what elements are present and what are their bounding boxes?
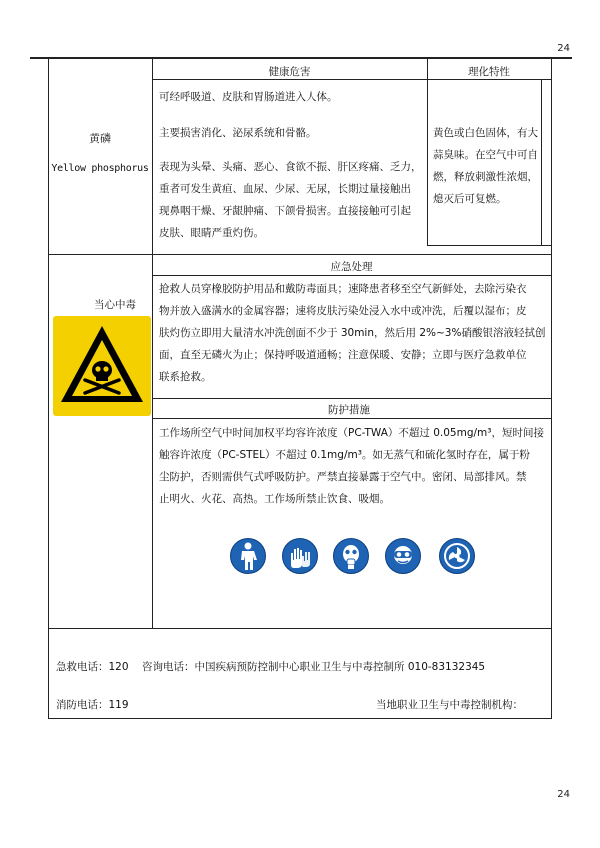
emergency-header-divider bbox=[152, 275, 551, 276]
health-line-6: 皮肤、眼睛严重灼伤。 bbox=[159, 227, 264, 239]
emergency-line-1: 抢救人员穿橡胶防护用品和戴防毒面具；速降患者移至空气新鲜处，去除污染衣 bbox=[159, 283, 527, 295]
emergency-line-2: 物并放入盛满水的金属容器；速将皮肤污染处浸入水中或冲洗，后覆以湿布；皮 bbox=[159, 305, 527, 317]
properties-line-3: 燃，释放刺激性浓烟， bbox=[433, 171, 538, 183]
properties-line-4: 熄灭后可复燃。 bbox=[433, 193, 507, 205]
health-line-1: 可经呼吸道、皮肤和胃肠道进入人体。 bbox=[159, 91, 338, 103]
header-row-divider bbox=[152, 79, 551, 80]
protective-suit-icon bbox=[230, 538, 266, 574]
protection-header: 防护措施 bbox=[328, 404, 370, 416]
emergency-phone: 急救电话：120 bbox=[56, 661, 129, 673]
local-agency: 当地职业卫生与中毒控制机构： bbox=[376, 699, 523, 711]
table-bottom-border bbox=[48, 628, 552, 629]
emergency-header: 应急处理 bbox=[330, 261, 373, 273]
health-line-3: 表现为头晕、头痛、恶心、食欲不振、肝区疼痛、乏力， bbox=[159, 161, 422, 173]
ventilation-icon bbox=[439, 538, 475, 574]
health-line-2: 主要损害消化、泌尿系统和骨骼。 bbox=[159, 127, 317, 139]
substance-name-cn: 黄磷 bbox=[89, 132, 111, 145]
emergency-line-4: 面，直至无磷火为止；保持呼吸道通畅；注意保暖、安静；立即与医疗急救单位 bbox=[159, 349, 527, 361]
health-line-5: 现鼻咽干燥、牙龈肿痛、下颌骨损害。直接接触可引起 bbox=[159, 205, 411, 217]
outer-bottom-border bbox=[48, 718, 552, 719]
poison-warning-sign-icon bbox=[53, 316, 151, 416]
protection-header-top bbox=[152, 398, 551, 399]
emergency-line-5: 联系抢救。 bbox=[159, 371, 212, 383]
emergency-line-3: 肤灼伤立即用大量清水冲洗创面不少于 30min，然后用 2%~3%硝酸银溶液轻拭创 bbox=[159, 327, 546, 339]
fire-phone: 消防电话：119 bbox=[56, 699, 129, 711]
protection-line-4: 止明火、火花、高热。工作场所禁止饮食、吸烟。 bbox=[159, 493, 390, 505]
top-rule bbox=[30, 57, 572, 59]
properties-line-1: 黄色或白色固体，有大 bbox=[433, 127, 538, 139]
protection-line-3: 尘防护，否则需供气式呼吸防护。严禁直接暴露于空气中。密闭、局部排风。禁 bbox=[159, 471, 527, 483]
outer-left-border bbox=[48, 58, 49, 718]
page-number-bottom: 24 bbox=[557, 789, 570, 800]
protection-line-2: 触容许浓度（PC-STEL）不超过 0.1mg/m³。如无蒸气和硫化氢时存在，属于粉 bbox=[159, 449, 530, 461]
properties-box-right bbox=[541, 79, 542, 246]
warning-label: 当心中毒 bbox=[94, 299, 136, 311]
properties-column-divider bbox=[427, 58, 428, 245]
health-hazard-header: 健康危害 bbox=[268, 66, 311, 78]
protection-line-1: 工作场所空气中时间加权平均容许浓度（PC-TWA）不超过 0.05mg/m³，短时间接 bbox=[159, 427, 544, 439]
protective-gloves-icon bbox=[282, 538, 318, 574]
properties-header: 理化特性 bbox=[468, 66, 510, 78]
substance-name-en: Yellow phosphorus bbox=[51, 163, 149, 174]
outer-right-border bbox=[551, 58, 552, 718]
protection-header-bottom bbox=[152, 418, 551, 419]
name-column-divider bbox=[152, 58, 153, 628]
page-number-top: 24 bbox=[557, 43, 570, 54]
gas-mask-icon bbox=[333, 538, 369, 574]
safety-goggles-icon bbox=[385, 538, 421, 574]
properties-box-bottom bbox=[427, 245, 551, 246]
health-line-4: 重者可发生黄疸、血尿、少尿、无尿，长期过量接触出 bbox=[159, 183, 411, 195]
section-divider bbox=[48, 254, 552, 255]
properties-line-2: 蒜臭味。在空气中可自 bbox=[433, 149, 538, 161]
consult-phone: 咨询电话：中国疾病预防控制中心职业卫生与中毒控制所 010-83132345 bbox=[142, 661, 486, 673]
